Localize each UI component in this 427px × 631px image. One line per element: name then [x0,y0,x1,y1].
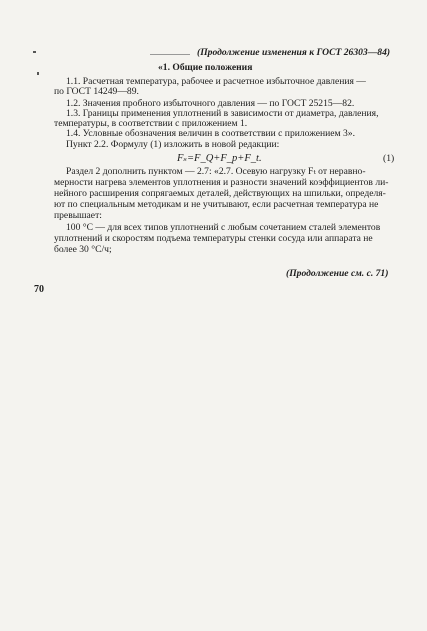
paragraph-2-7-line-2: мерности нагрева элементов уплотнения и разности значений коэффициентов ли- [54,177,389,188]
paragraph-2-7-line-5: превышает: [54,210,102,221]
scan-speck [37,72,39,75]
paragraph-1-2: 1.2. Значения пробного избыточного давления — по ГОСТ 25215—82. [66,98,355,109]
paragraph-1-1-line-1: 1.1. Расчетная температура, рабочее и расчетное избыточное давления — [66,76,366,87]
scan-speck [150,54,190,55]
footer-continuation: (Продолжение см. с. 71) [286,268,389,279]
formula-number: (1) [383,153,395,164]
paragraph-2-2: Пункт 2.2. Формулу (1) изложить в новой редакции: [66,139,280,150]
paragraph-100c-line-2: уплотнений и скоростям подъема температуры стенки сосуда или аппарата не [54,233,373,244]
section-title: «1. Общие положения [158,62,253,73]
paragraph-100c-line-1: 100 °C — для всех типов уплотнений с любым сочетанием сталей элементов [66,222,381,233]
formula: Fₛ=F_Q+F_p+F_t. [177,153,262,164]
page-number: 70 [34,284,44,295]
paragraph-2-7-line-4: ют по специальным методикам и не учитывают, если расчетная температура не [54,199,379,210]
paragraph-1-4: 1.4. Условные обозначения величин в соответствии с приложением 3». [66,128,355,139]
paragraph-1-3-line-2: температуры, в соответствии с приложением 1. [54,118,248,129]
paragraph-2-7-line-1: Раздел 2 дополнить пунктом — 2.7: «2.7. Осевую нагрузку Fₜ от неравно- [66,166,366,177]
scan-speck [33,51,36,53]
header-continuation: (Продолжение изменения к ГОСТ 26303—84) [197,47,391,58]
paragraph-100c-line-3: более 30 °C/ч; [54,244,112,255]
paragraph-1-1-line-2: по ГОСТ 14249—89. [54,86,139,97]
paragraph-2-7-line-3: нейного расширения сопрягаемых деталей, действующих на шпильки, определя- [54,188,386,199]
paragraph-1-3-line-1: 1.3. Границы применения уплотнений в зависимости от диаметра, давления, [66,108,379,119]
